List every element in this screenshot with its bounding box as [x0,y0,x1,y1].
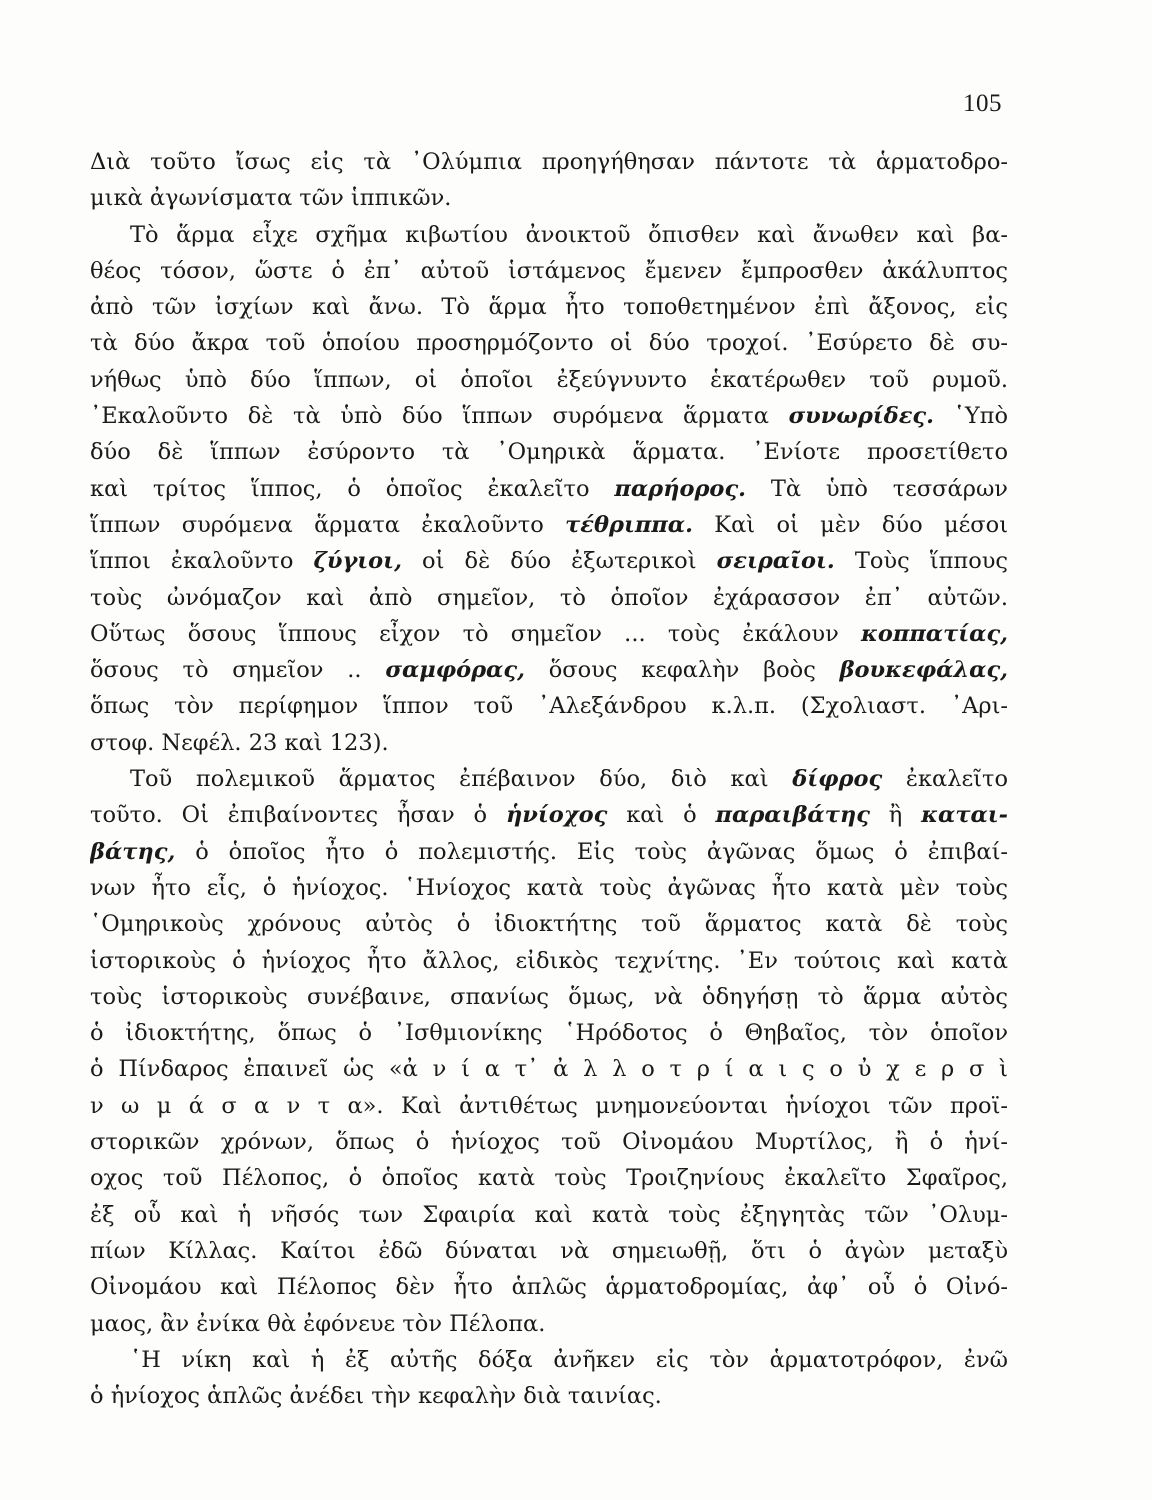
text-line: ὅπως τὸν περίφημον ἵππον τοῦ ᾿Αλεξάνδρου κ.λ.π. (Σχολιαστ. ᾿Αρι- [90,693,1008,720]
text-line: τοῦτο. Οἱ ἐπιβαίνοντες ἦσαν ὁ ἡνίοχος καὶ ὁ παραιβάτης ἢ καται- [90,802,1008,829]
text-line: μικὰ ἀγωνίσματα τῶν ἱππικῶν. [90,185,452,212]
text-line: θέος τόσον, ὥστε ὁ ἐπ᾿ αὐτοῦ ἱστάμενος ἔμενεν ἔμπροσθεν ἀκάλυπτος [90,257,1008,284]
text-line: μαος, ἂν ἐνίκα θὰ ἐφόνευε τὸν Πέλοπα. [90,1310,546,1337]
text-line: νων ἦτο εἷς, ὁ ἡνίοχος. ῾Ηνίοχος κατὰ τοὺς ἀγῶνας ἦτο κατὰ μὲν τοὺς [90,874,1008,901]
text-line: Οἰνομάου καὶ Πέλοπος δὲν ἦτο ἁπλῶς ἁρματοδρομίας, ἀφ᾿ οὗ ὁ Οἰνό- [90,1274,1008,1301]
page-number: 105 [963,90,1002,117]
text-line: στοφ. Νεφέλ. 23 καὶ 123). [90,729,389,756]
text-line: πίων Κίλλας. Καίτοι ἐδῶ δύναται νὰ σημειωθῇ, ὅτι ὁ ἀγὼν μεταξὺ [90,1237,1008,1264]
text-line: οχος τοῦ Πέλοπος, ὁ ὁποῖος κατὰ τοὺς Τροιζηνίους ἐκαλεῖτο Σφαῖρος, [90,1165,1008,1192]
emphasis-term: κοππατίας, [861,620,1008,647]
text-line: καὶ τρίτος ἵππος, ὁ ὁποῖος ἐκαλεῖτο παρήορος. Τὰ ὑπὸ τεσσάρων [90,475,1008,502]
emphasis-term: βάτης, [90,838,176,865]
text-line: ὅσους τὸ σημεῖον .. σαμφόρας, ὅσους κεφαλὴν βοὸς βουκεφάλας, [90,657,1008,684]
emphasis-term: παρήορος. [614,475,746,502]
text-line: ν ω μ ά σ α ν τ α». Καὶ ἀντιθέτως μνημονεύονται ἡνίοχοι τῶν προϊ- [90,1092,1008,1119]
text-line: τὰ δύο ἄκρα τοῦ ὁποίου προσηρμόζοντο οἱ δύο τροχοί. ᾿Εσύρετο δὲ συ- [90,330,1008,357]
emphasis-term: ἡνίοχος [505,802,608,829]
text-line: νήθως ὑπὸ δύο ἵππων, οἱ ὁποῖοι ἐξεύγνυντο ἑκατέρωθεν τοῦ ρυμοῦ. [90,366,1008,393]
text-line: τοὺς ὠνόμαζον καὶ ἀπὸ σημεῖον, τὸ ὁποῖον ἐχάρασσον ἐπ᾿ αὐτῶν. [90,584,1008,611]
emphasis-term: σαμφόρας, [385,657,525,684]
text-line: δύο δὲ ἵππων ἐσύροντο τὰ ᾿Ομηρικὰ ἅρματα. ᾿Ενίοτε προσετίθετο [90,439,1008,466]
text-line: ἵππων συρόμενα ἅρματα ἐκαλοῦντο τέθριππα. Καὶ οἱ μὲν δύο μέσοι [90,511,1008,538]
emphasis-term: βουκεφάλας, [839,657,1008,684]
text-line: στορικῶν χρόνων, ὅπως ὁ ἡνίοχος τοῦ Οἰνομάου Μυρτίλος, ἢ ὁ ἡνί- [90,1129,1008,1156]
emphasis-term: παραιβάτης [715,802,870,829]
body-text [90,144,1008,1414]
text-line: βάτης, ὁ ὁποῖος ἦτο ὁ πολεμιστής. Εἰς τοὺς ἀγῶνας ὅμως ὁ ἐπιβαί- [90,838,1008,865]
emphasis-term: σειραῖοι. [716,548,835,575]
text-line: Διὰ τοῦτο ἴσως εἰς τὰ ᾿Ολύμπια προηγήθησαν πάντοτε τὰ ἁρματοδρο- [90,149,1008,175]
emphasis-term: καται- [921,802,1008,829]
text-line: ἵπποι ἐκαλοῦντο ζύγιοι, οἱ δὲ δύο ἐξωτερικοὶ σειραῖοι. Τοὺς ἵππους [90,548,1008,575]
text-line: ὁ Πίνδαρος ἐπαινεῖ ὡς «ἀ ν ί α τ᾿ ἀ λ λ ο τ ρ ί α ι ς ο ὐ χ ε ρ σ ὶ [90,1056,1008,1083]
text-line: ἀπὸ τῶν ἰσχίων καὶ ἄνω. Τὸ ἅρμα ἦτο τοποθετημένον ἐπὶ ἄξονος, εἰς [90,294,1008,321]
text-line: ῾Η νίκη καὶ ἡ ἐξ αὐτῆς δόξα ἀνῆκεν εἰς τὸν ἁρματοτρόφον, ἐνῶ [130,1346,1008,1373]
text-line: Τοῦ πολεμικοῦ ἅρματος ἐπέβαινον δύο, διὸ καὶ δίφρος ἐκαλεῖτο [130,766,1008,793]
text-line: τοὺς ἱστορικοὺς συνέβαινε, σπανίως ὅμως, νὰ ὁδηγήσῃ τὸ ἅρμα αὐτὸς [90,983,1008,1010]
text-line: ὁ ἰδιοκτήτης, ὅπως ὁ ᾿Ισθμιονίκης ῾Ηρόδοτος ὁ Θηβαῖος, τὸν ὁποῖον [90,1020,1008,1047]
text-line: ἱστορικοὺς ὁ ἡνίοχος ἦτο ἄλλος, εἰδικὸς τεχνίτης. ᾿Εν τούτοις καὶ κατὰ [90,947,1008,974]
emphasis-term: δίφρος [792,766,883,793]
text-line: Τὸ ἅρμα εἶχε σχῆμα κιβωτίου ἀνοικτοῦ ὄπισθεν καὶ ἄνωθεν καὶ βα- [130,221,1008,248]
emphasis-term: συνωρίδες. [788,403,934,430]
emphasis-term: τέθριππα. [565,511,693,538]
text-line: ἐξ οὗ καὶ ἡ νῆσός των Σφαιρία καὶ κατὰ τοὺς ἐξηγητὰς τῶν ᾿Ολυμ- [90,1201,1008,1228]
text-line: ῾Ομηρικοὺς χρόνους αὐτὸς ὁ ἰδιοκτήτης τοῦ ἅρματος κατὰ δὲ τοὺς [90,911,1008,938]
emphasis-term: ζύγιοι, [313,548,402,575]
text-line: ὁ ἡνίοχος ἁπλῶς ἀνέδει τὴν κεφαλὴν διὰ ταινίας. [90,1383,662,1410]
text-line: ᾿Εκαλοῦντο δὲ τὰ ὑπὸ δύο ἵππων συρόμενα ἅρματα συνωρίδες. ῾Υπὸ [90,403,1008,430]
text-line: Οὕτως ὅσους ἵππους εἶχον τὸ σημεῖον ... τοὺς ἐκάλουν κοππατίας, [90,620,1008,647]
